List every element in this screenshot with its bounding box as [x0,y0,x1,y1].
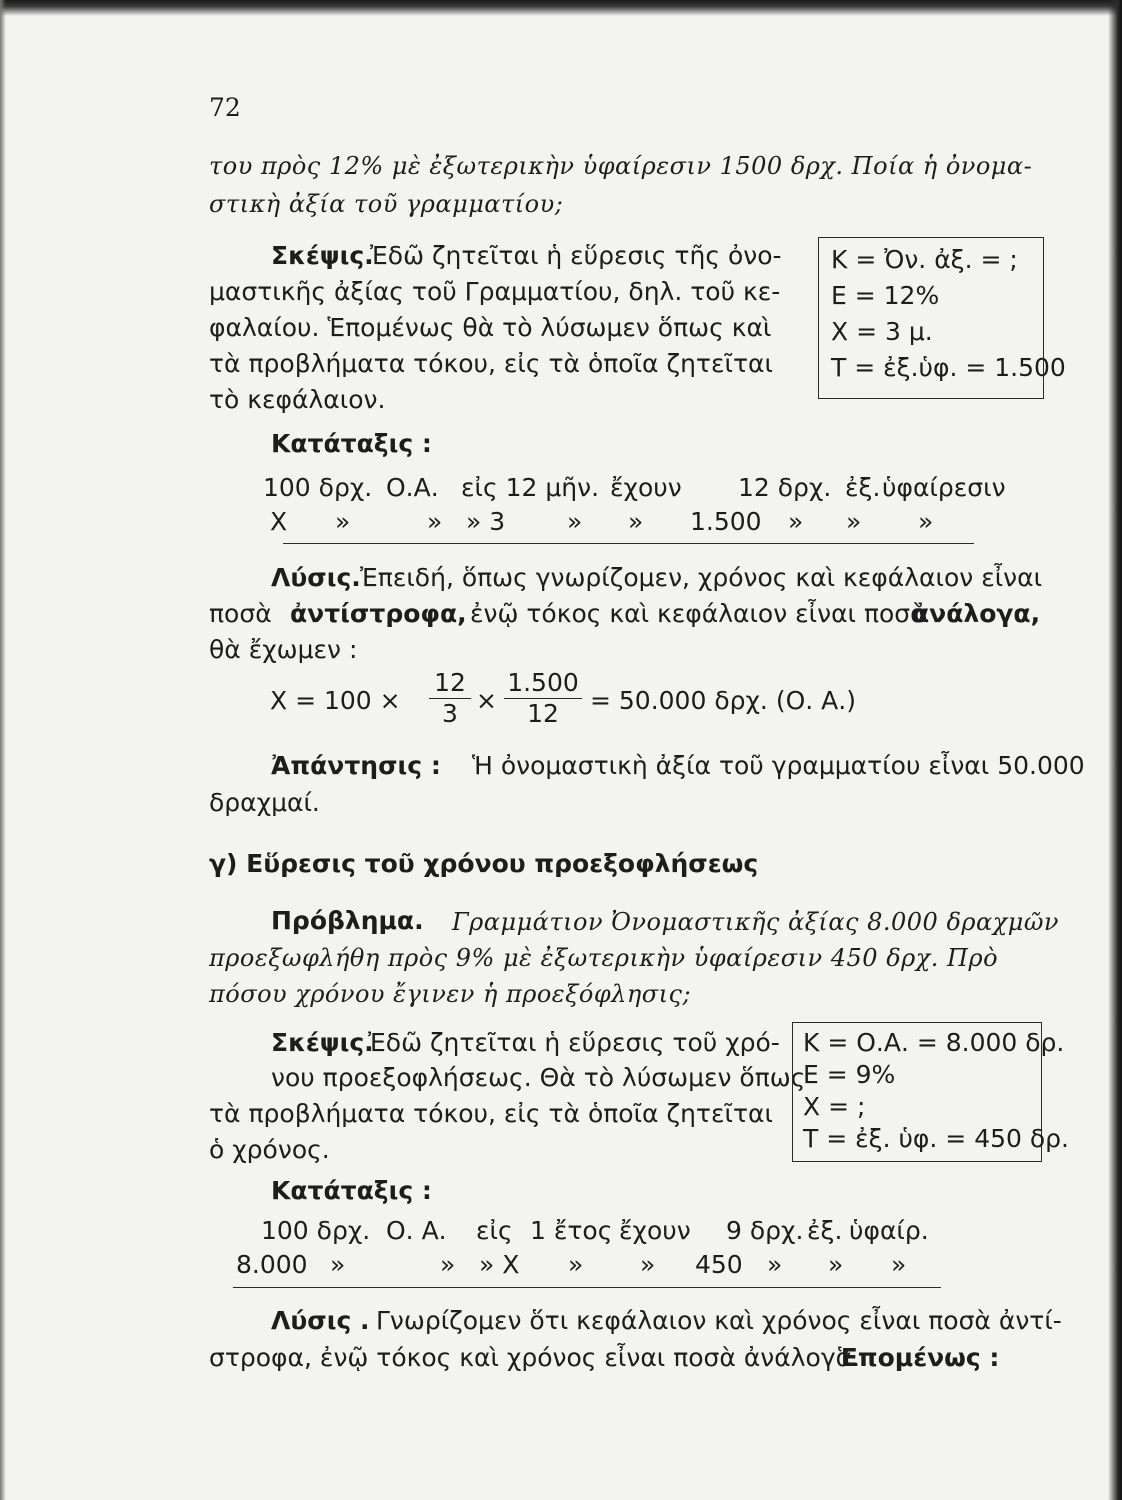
fraction-1-denominator: 3 [442,699,458,728]
page-number: 72 [209,93,241,122]
s1-row1-e: 12 δρχ. [738,473,832,502]
lysis-label-1: Λύσις. [271,563,361,592]
skepsis-1-line-3: φαλαίου. Ἑπομένως θὰ τὸ λύσωμεν ὅπως καὶ [209,313,772,342]
s1-row2-e: » [567,507,583,536]
s2-row2-h: » [767,1250,783,1279]
problem-line-2: προεξωφλήθη πρὸς 9% μὲ ἐξωτερικὴν ὑφαίρεσιν 450 δρχ. Πρὸ [209,944,999,972]
intro-line-1: του πρὸς 12% μὲ ἐξωτερικὴν ὑφαίρεσιν 1500 δρχ. Ποία ἡ ὀνομα- [209,152,1033,180]
section-heading: γ) Εὕρεσις τοῦ χρόνου προεξοφλήσεως [209,849,759,878]
lysis-2-word-epomenos: Ἑπομένως : [838,1343,1000,1372]
answer-label: Ἀπάντησις : [271,751,441,780]
s2-row1-e: ἔχουν [619,1216,691,1245]
s1-row1-f: ἐξ. [845,473,881,502]
skepsis-2-line-2: νου προεξοφλήσεως. Θὰ τὸ λύσωμεν ὅπως [271,1063,806,1092]
skepsis-2-line-3: τὰ προβλήματα τόκου, εἰς τὰ ὁποῖα ζητεῖται [209,1099,773,1128]
s2-row2-d: » Χ [479,1250,520,1279]
box1-line-3: Χ = 3 μ. [831,317,933,346]
skepsis-2-line-4: ὁ χρόνος. [209,1135,330,1164]
fraction-2-numerator: 1.500 [507,668,579,697]
s1-row2-f: » [628,507,644,536]
s1-row2-d: » 3 [466,507,506,536]
given-values-box-2 [792,1022,1069,1162]
divider-2 [233,1287,941,1288]
s2-row1-b: Ο. Α. [386,1216,447,1245]
s2-row1-d: 1 ἔτος [530,1216,613,1245]
s1-row1-g: ὑφαίρεσιν [882,473,1006,502]
intro-line-2: στικὴ ἀξία τοῦ γραμματίου; [209,190,564,218]
lysis-2-line-2: στροφα, ἐνῷ τόκος καὶ χρόνος εἶναι ποσὰ ἀνάλογα. [209,1343,861,1372]
s2-row2-b: » [330,1250,346,1279]
skepsis-1-line-5: τὸ κεφάλαιον. [209,385,386,414]
box2-line-1: Κ = Ο.Α. = 8.000 δρ. [803,1028,1065,1057]
box2-line-4: Τ = ἐξ. ὑφ. = 450 δρ. [803,1124,1069,1153]
formula-fraction-2 [500,668,586,729]
box2-line-3: Χ = ; [803,1092,866,1121]
lysis-1-word-analoga: ἀνάλογα, [912,599,1041,628]
formula-rhs: = 50.000 δρχ. (Ο. Α.) [590,686,856,715]
s2-row1-a: 100 δρχ. [261,1216,371,1245]
box1-line-2: Ε = 12% [831,281,940,310]
lysis-2-line-1: Γνωρίζομεν ὅτι κεφάλαιον καὶ χρόνος εἶναι ποσὰ ἀντί- [376,1306,1062,1335]
box1-line-4: Τ = ἐξ.ὑφ. = 1.500 [831,353,1066,382]
lysis-1-word-antistrofa: ἀντίστροφα, [290,599,467,628]
answer-line-1: Ἡ ὀνομαστικὴ ἀξία τοῦ γραμματίου εἶναι 50.000 [472,751,1085,780]
s1-row2-h: » [788,507,804,536]
lysis-1-line-1: Ἐπειδή, ὅπως γνωρίζομεν, χρόνος καὶ κεφάλαιον εἶναι [360,563,1043,592]
problem-line-1: Γραμμάτιον Ὀνομαστικῆς ἀξίας 8.000 δραχμῶν [452,908,1060,936]
s1-row2-j: » [918,507,934,536]
skepsis-1-line-1: Ἐδῶ ζητεῖται ἡ εὕρεσις τῆς ὀνο- [370,241,782,270]
s1-row2-a: Χ [270,507,288,536]
lysis-1-line-2-b: ἐνῷ τόκος καὶ κεφάλαιον εἶναι ποσὰ [470,599,927,628]
s2-row2-a: 8.000 [236,1250,308,1279]
s2-row2-e: » [568,1250,584,1279]
given-values-box-1 [818,237,1066,399]
s2-row1-g: ἐξ. [807,1216,843,1245]
s1-row2-c: » [427,507,443,536]
s1-row1-d: ἔχουν [610,473,682,502]
fraction-1-numerator: 12 [434,668,466,697]
problem-label: Πρόβλημα. [271,906,424,935]
formula-lhs: Χ = 100 × [270,686,401,715]
page-top-shadow [0,0,1122,16]
s1-row2-i: » [846,507,862,536]
skepsis-1-line-4: τὰ προβλήματα τόκου, εἰς τὰ ὁποῖα ζητεῖται [209,349,773,378]
katataxis-label-1: Κατάταξις : [271,429,432,458]
problem-line-3: πόσου χρόνου ἔγινεν ἡ προεξόφλησις; [209,980,692,1008]
s1-row2-g: 1.500 [690,507,762,536]
formula-fraction-1 [425,668,475,729]
s2-row2-c: » [440,1250,456,1279]
s1-row1-c: εἰς 12 μῆν. [461,473,600,502]
lysis-label-2: Λύσις . [271,1306,370,1335]
s2-row2-f: » [640,1250,656,1279]
skepsis-1-line-2: μαστικῆς ἀξίας τοῦ Γραμματίου, δηλ. τοῦ κε- [209,277,781,306]
lysis-1-line-3: θὰ ἔχωμεν : [209,635,358,664]
answer-line-2: δραχμαί. [209,788,320,817]
s1-row1-a: 100 δρχ. [263,473,373,502]
box1-line-1: Κ = Ὀν. ἀξ. = ; [831,245,1018,274]
s1-row1-b: Ο.Α. [386,473,439,502]
s2-row2-i: » [828,1250,844,1279]
fraction-2-denominator: 12 [527,699,559,728]
page-left-shadow [0,0,6,1500]
box2-line-2: Ε = 9% [803,1060,896,1089]
s2-row1-h: ὑφαίρ. [849,1216,929,1245]
s1-row2-b: » [335,507,351,536]
formula-times: × [476,686,497,715]
skepsis-label-1: Σκέψις. [271,241,374,270]
skepsis-label-2: Σκέψις. [271,1028,374,1057]
s2-row1-f: 9 δρχ. [726,1216,804,1245]
s2-row1-c: εἰς [476,1216,513,1245]
divider-1 [283,543,974,544]
page-right-shadow [1108,0,1122,1500]
katataxis-label-2: Κατάταξις : [271,1176,432,1205]
lysis-1-line-2-a: ποσὰ [209,599,272,628]
s2-row2-j: » [891,1250,907,1279]
skepsis-2-line-1: Ἐδῶ ζητεῖται ἡ εὕρεσις τοῦ χρό- [368,1028,780,1057]
s2-row2-g: 450 [695,1250,743,1279]
